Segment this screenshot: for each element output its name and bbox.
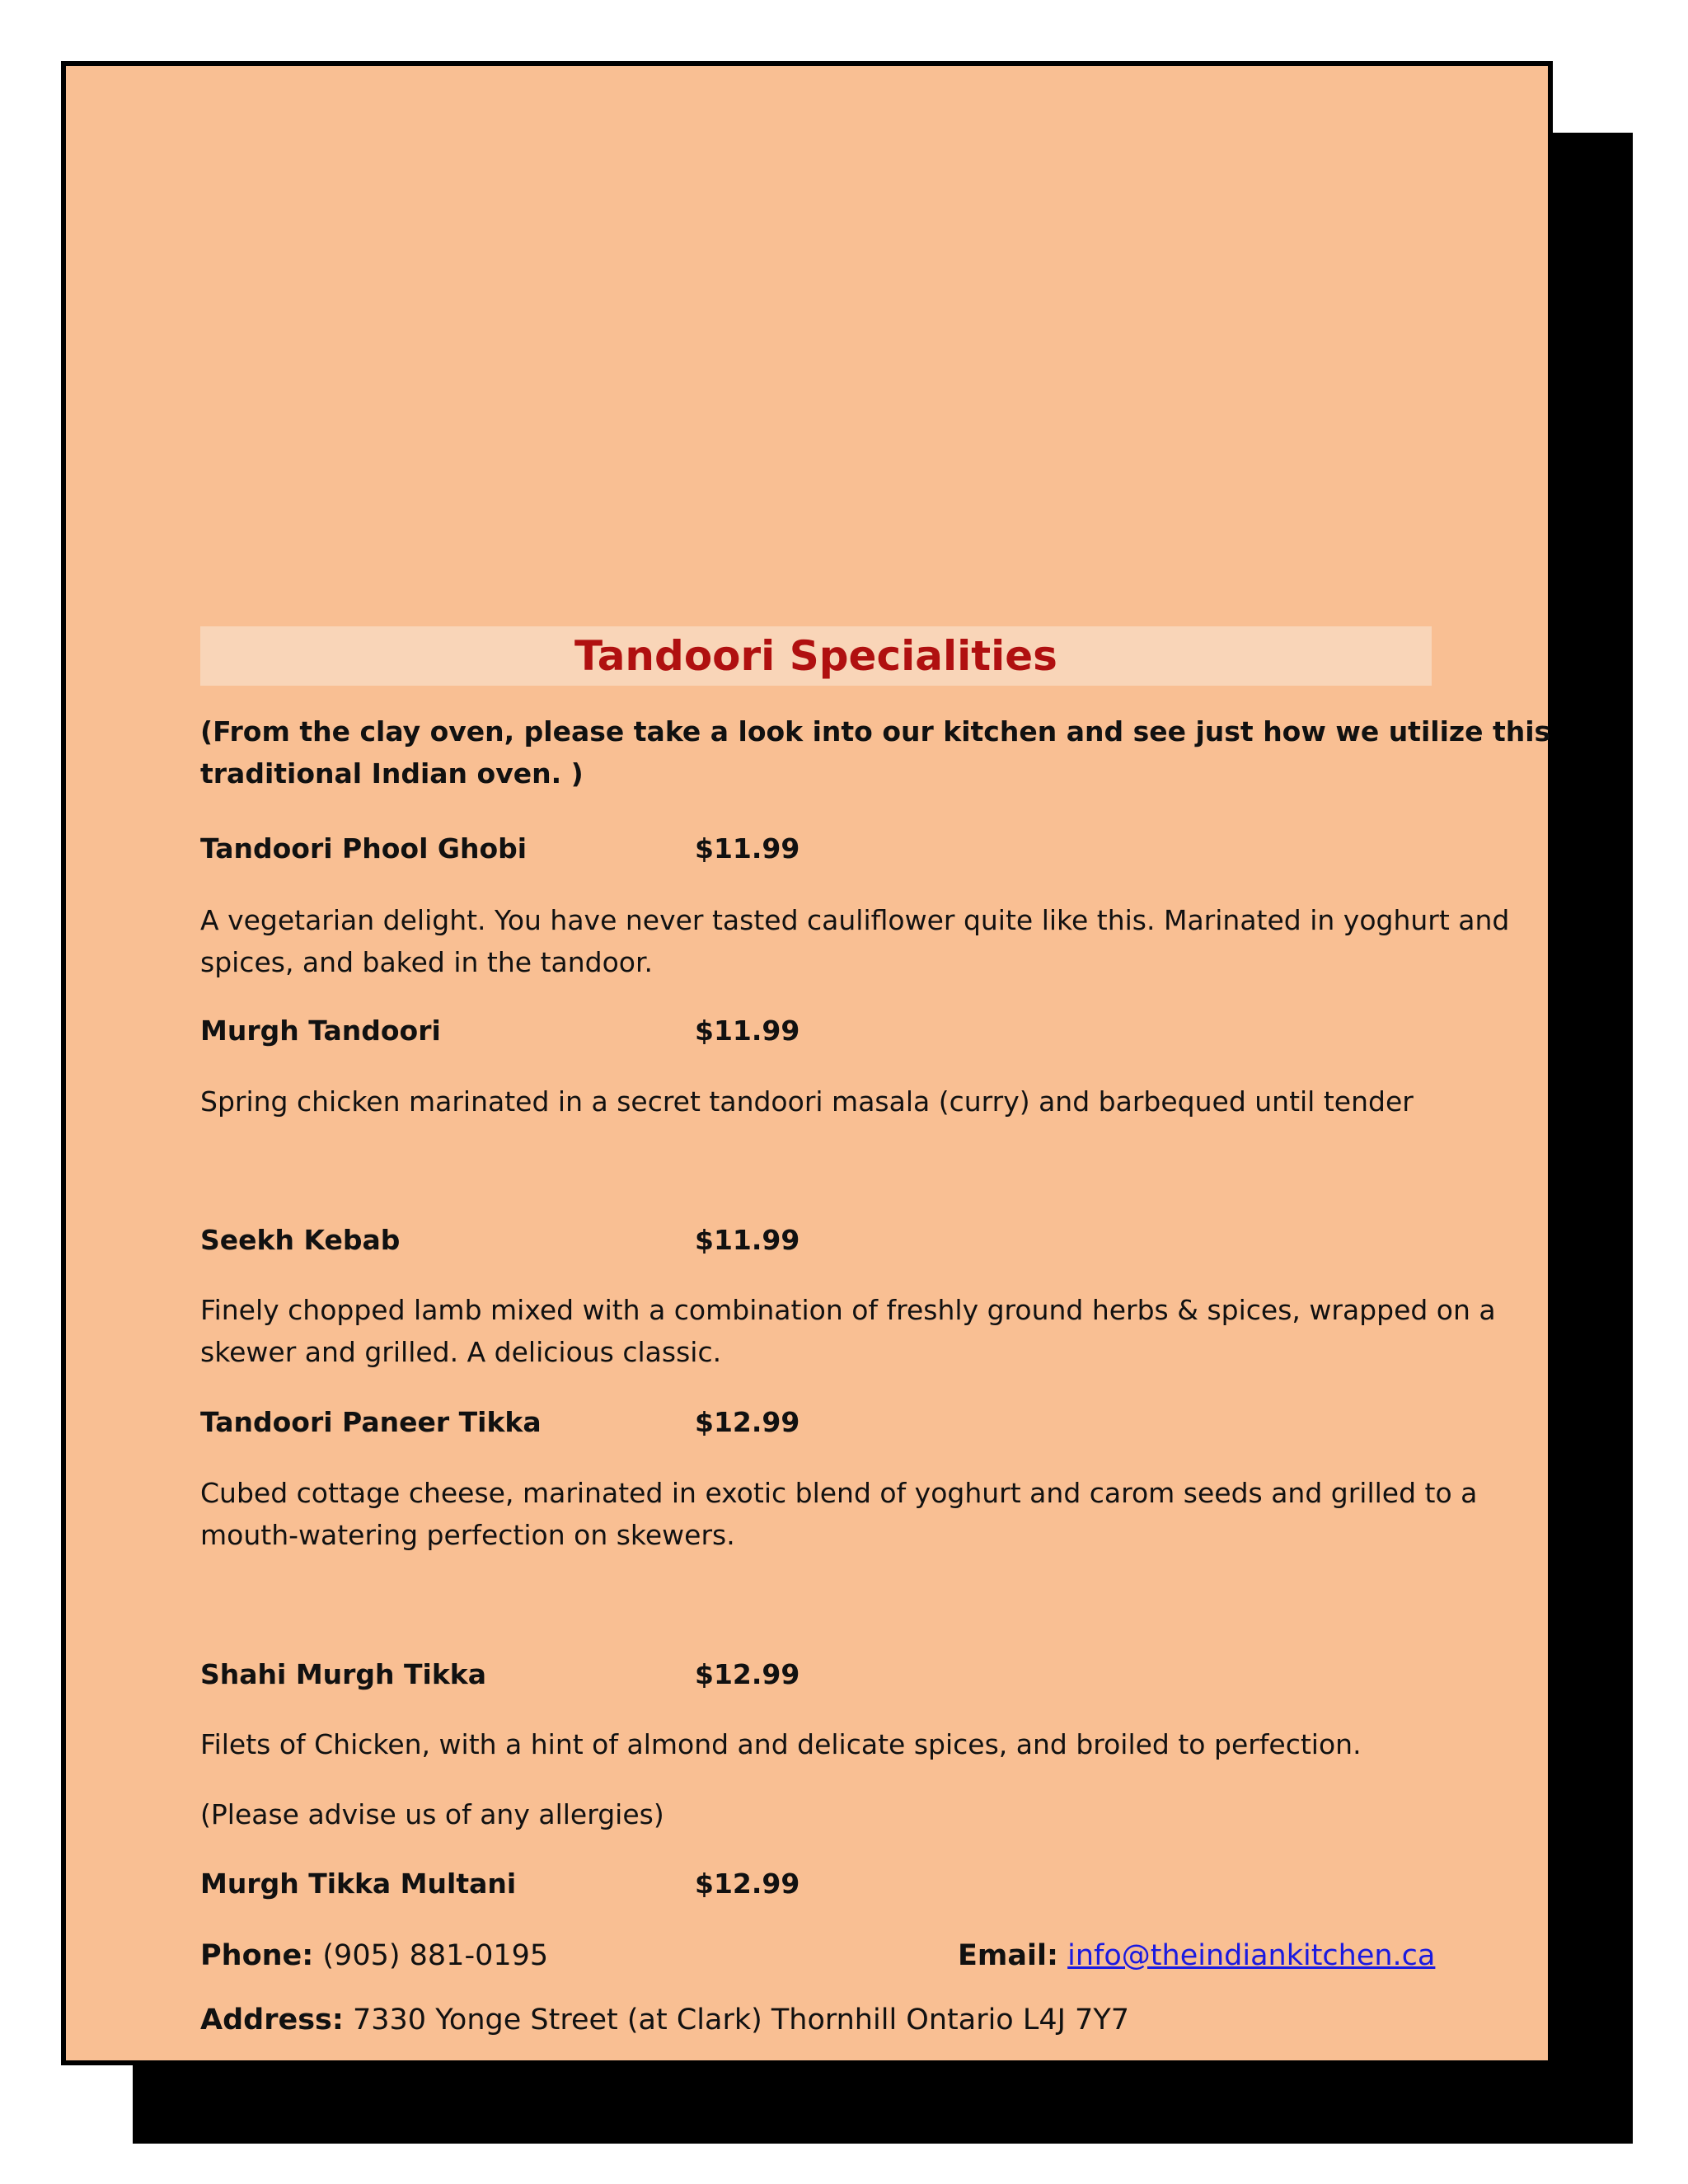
intro-line-1: (From the clay oven, please take a look into our kitchen and see just how we utilize this bbox=[200, 715, 1551, 748]
email-label: Email: bbox=[958, 1939, 1058, 1972]
address-text: 7330 Yonge Street (at Clark) Thornhill Ontario L4J 7Y7 bbox=[353, 2004, 1129, 2036]
item-price-murgh-tikka-multani: $12.99 bbox=[695, 1868, 800, 1900]
item-price-tandoori-paneer-tikka: $12.99 bbox=[695, 1406, 800, 1438]
email-line bbox=[958, 1935, 1435, 1976]
email-link[interactable]: info@theindiankitchen.ca bbox=[1067, 1939, 1436, 1972]
item-desc-seekh-kebab-cont: skewer and grilled. A delicious classic. bbox=[200, 1336, 722, 1368]
item-name-tandoori-phool-ghobi: Tandoori Phool Ghobi bbox=[200, 832, 528, 865]
item-price-seekh-kebab: $11.99 bbox=[695, 1224, 800, 1256]
section-title: Tandoori Specialities bbox=[200, 626, 1432, 686]
phone-label: Phone: bbox=[200, 1939, 314, 1972]
item-desc-seekh-kebab: Finely chopped lamb mixed with a combination of freshly ground herbs & spices, wrapped on a bbox=[200, 1294, 1496, 1326]
item-price-murgh-tandoori: $11.99 bbox=[695, 1015, 800, 1047]
item-name-tandoori-paneer-tikka: Tandoori Paneer Tikka bbox=[200, 1406, 542, 1438]
item-name-shahi-murgh-tikka: Shahi Murgh Tikka bbox=[200, 1658, 487, 1690]
item-desc-shahi-murgh-tikka: Filets of Chicken, with a hint of almond and delicate spices, and broiled to perfection. bbox=[200, 1728, 1362, 1760]
item-desc-tandoori-paneer-tikka: Cubed cottage cheese, marinated in exotic blend of yoghurt and carom seeds and grilled to a bbox=[200, 1477, 1478, 1509]
intro-line-2: traditional Indian oven. ) bbox=[200, 757, 584, 790]
item-name-murgh-tikka-multani: Murgh Tikka Multani bbox=[200, 1868, 517, 1900]
allergy-note: (Please advise us of any allergies) bbox=[200, 1798, 664, 1830]
item-desc-tandoori-phool-ghobi-cont: spices, and baked in the tandoor. bbox=[200, 946, 653, 978]
item-name-seekh-kebab: Seekh Kebab bbox=[200, 1224, 401, 1256]
item-desc-murgh-tandoori: Spring chicken marinated in a secret tandoori masala (curry) and barbequed until tender bbox=[200, 1085, 1414, 1118]
address-line bbox=[200, 1999, 1129, 2041]
phone-number: (905) 881-0195 bbox=[322, 1939, 549, 1972]
item-name-murgh-tandoori: Murgh Tandoori bbox=[200, 1015, 441, 1047]
phone-line bbox=[200, 1935, 548, 1976]
item-desc-tandoori-paneer-tikka-cont: mouth-watering perfection on skewers. bbox=[200, 1519, 735, 1551]
address-label: Address: bbox=[200, 2004, 344, 2036]
item-desc-tandoori-phool-ghobi: A vegetarian delight. You have never tasted cauliflower quite like this. Marinated in yoghurt and bbox=[200, 904, 1510, 936]
item-price-shahi-murgh-tikka: $12.99 bbox=[695, 1658, 800, 1690]
item-price-tandoori-phool-ghobi: $11.99 bbox=[695, 832, 800, 865]
